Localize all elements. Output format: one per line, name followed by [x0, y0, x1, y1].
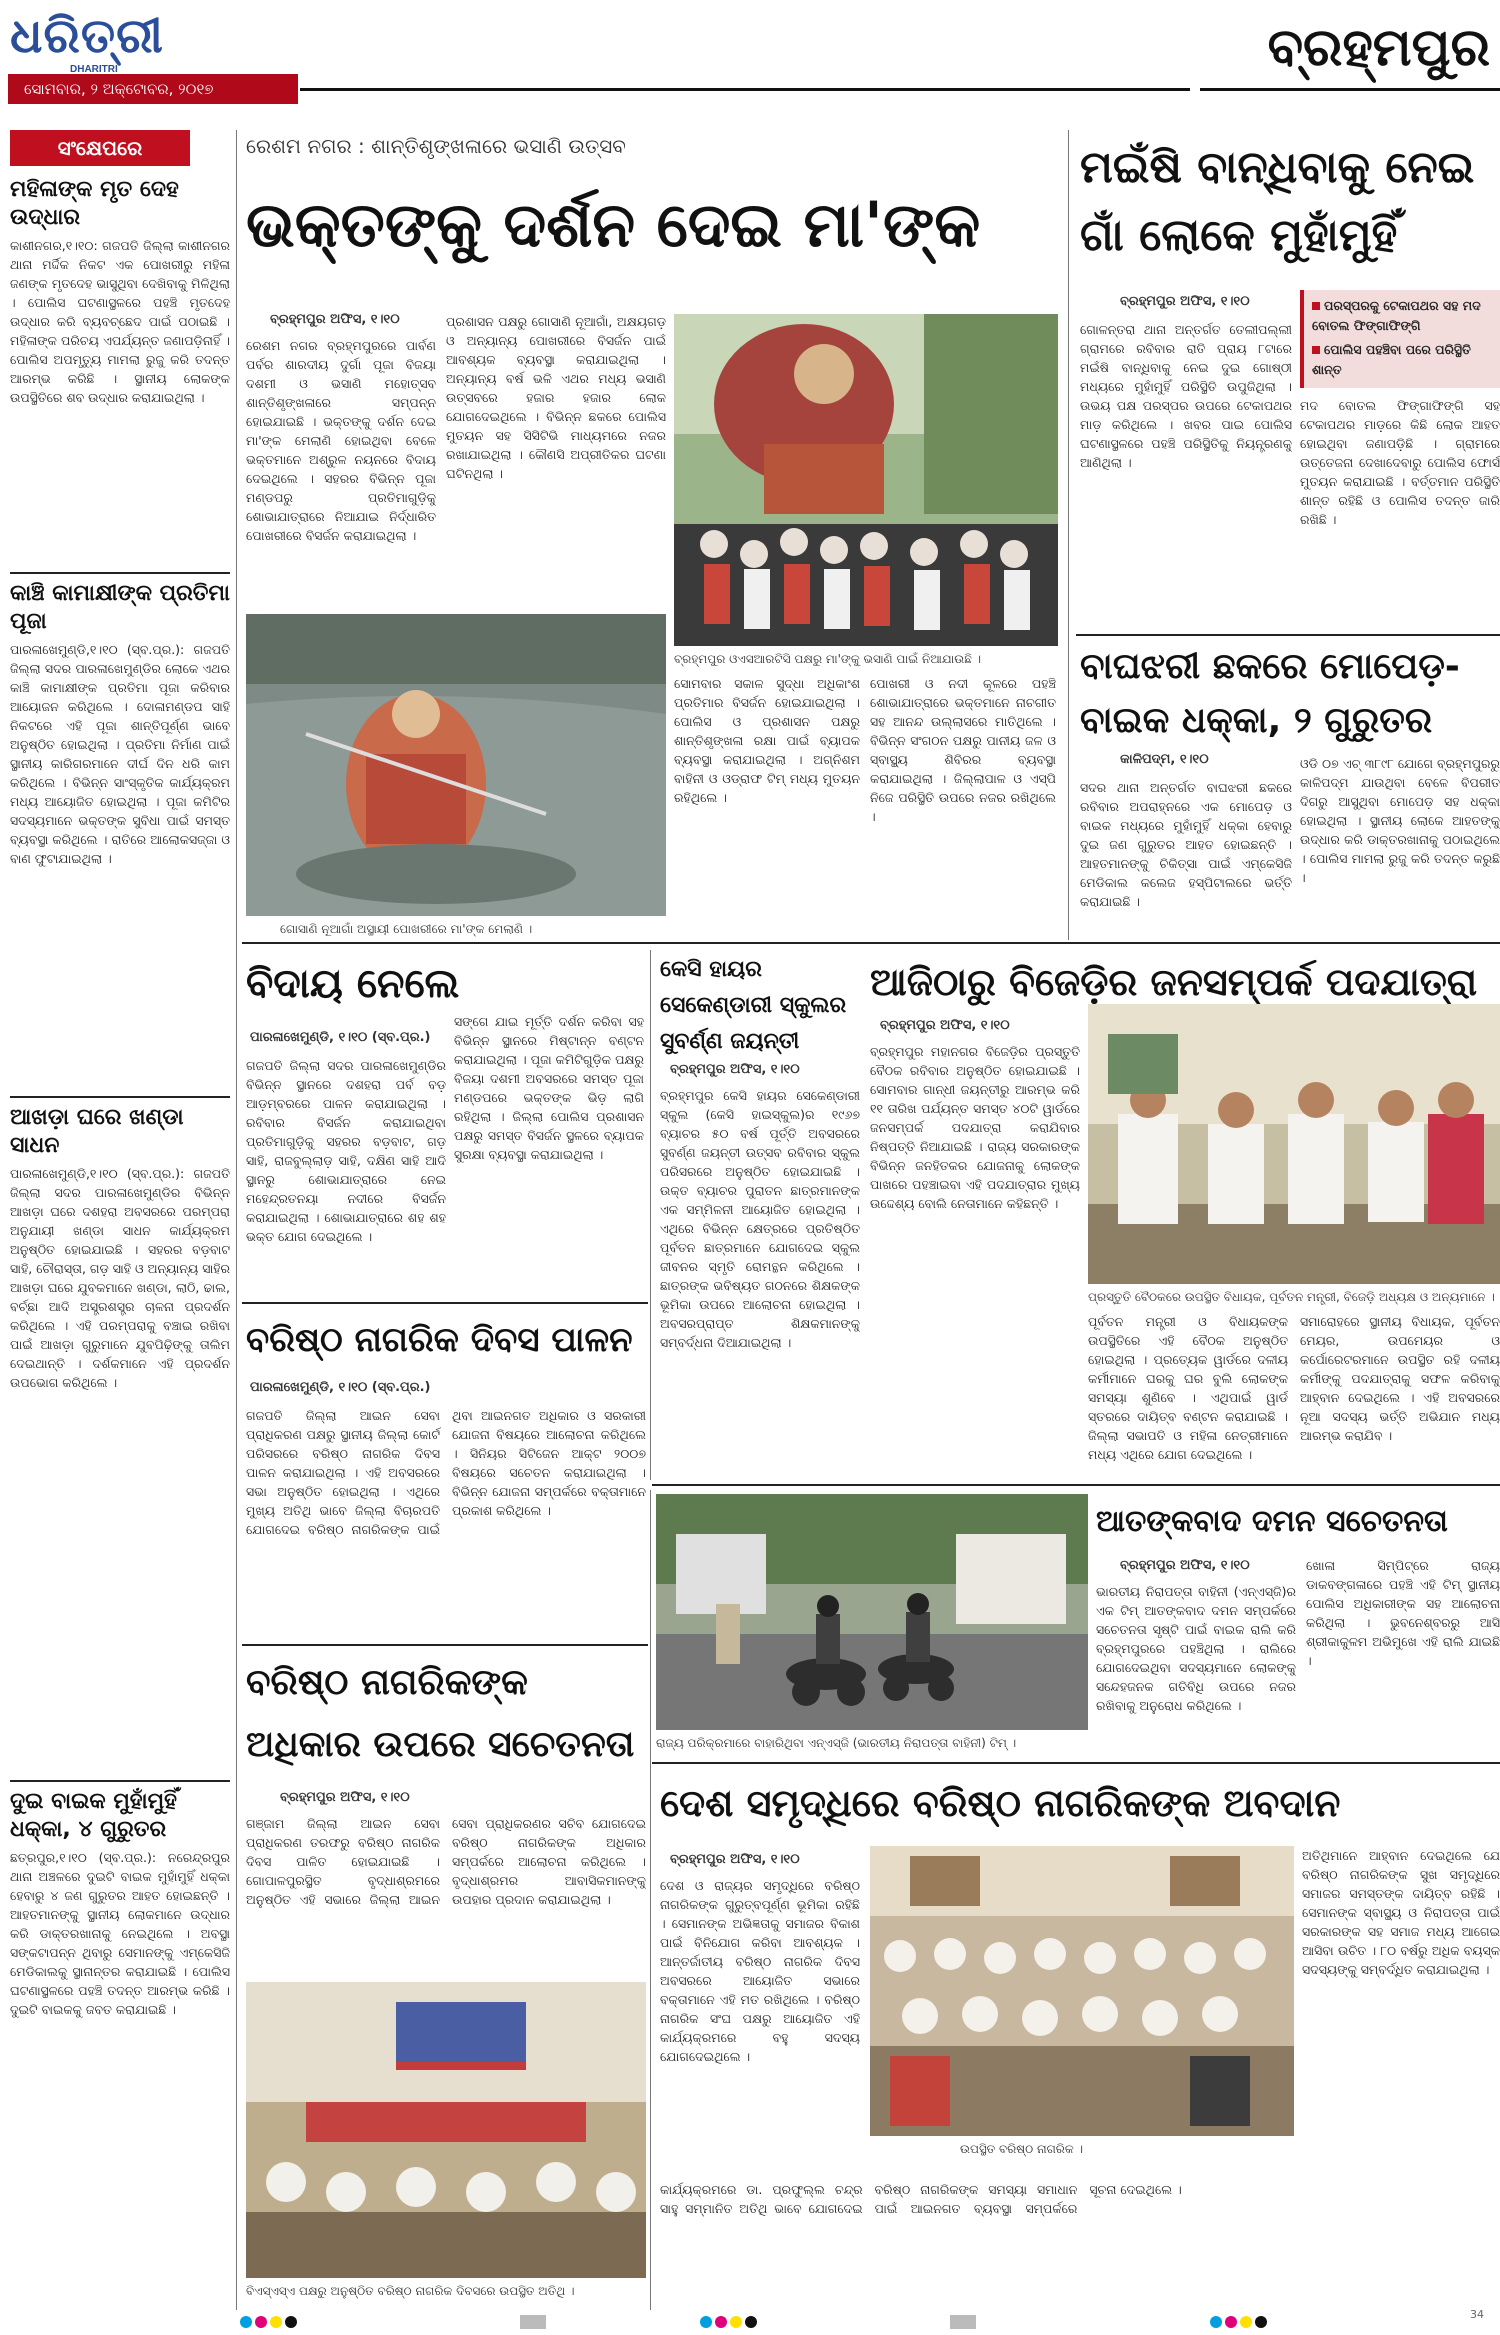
story1-body-a: ରେଶମ ନଗର ବ୍ରହ୍ମପୁରରେ ପାର୍ବଣ ପର୍ବର ଶାରଦୀୟ ଦୁର୍ଗା ପୂଜା ବିଜୟା ଦଶମୀ ଓ ଭସାଣି ମହୋତ୍ସବ ଶାନ୍ତିଶୃଙ୍ଖଳାରେ ସମ୍ପନ୍ନ ହୋଇଯାଇଛି । ଭକ୍ତଙ୍କୁ ଦର୍ଶନ ଦେଇ ମା'ଙ୍କ ମେଲାଣି ହୋଇଥିବା ବେଳେ ଭକ୍ତମାନେ ଅଶ୍ରୁଳ ନୟନରେ ବିଦାୟ ଦେଇଥିଲେ । ସହରର ବିଭିନ୍ନ ପୂଜା ମଣ୍ଡପରୁ ପ୍ରତିମାଗୁଡ଼ିକୁ ଶୋଭାଯାତ୍ରାରେ ନିଆଯାଇ ନିର୍ଦ୍ଧାରିତ ପୋଖରୀରେ ବିସର୍ଜନ କରାଯାଇଥିଲା । — [246, 338, 436, 543]
bullet-icon — [1312, 302, 1320, 310]
story1-photo-pond — [246, 614, 666, 916]
column-rule — [650, 950, 651, 1480]
brief-body-2: ପାରଳାଖେମୁଣ୍ଡି,୧।୧୦ (ସ୍ବ.ପ୍ର.): ଗଜପତି ଜିଲ୍ଲା ସଦର ପାରଳାଖେମୁଣ୍ଡିର ଲୋକେ ଏଥର କାଞ୍ଚି କାମାକ୍ଷୀଙ୍କ ପ୍ରତିମା ପୂଜା କରିବାର ଆୟୋଜନ କରିଥିଲେ । ଦୋଳାମଣ୍ଡପ ସାହି ନିକଟରେ ଏହି ପୂଜା ଶାନ୍ତିପୂର୍ଣ୍ଣ ଭାବେ ଅନୁଷ୍ଠିତ ହୋଇଥିଲା । ପ୍ରତିମା ନିର୍ମାଣ ପାଇଁ ସ୍ଥାନୀୟ କାରିଗରମାନେ ଦୀର୍ଘ ଦିନ ଧରି କାମ କରିଥିଲେ । ବିଭିନ୍ନ ସାଂସ୍କୃତିକ କାର୍ଯ୍ୟକ୍ରମ ମଧ୍ୟ ଆୟୋଜିତ ହୋଇଥିଲା । ପୂଜା କମିଟିର ସଦସ୍ୟମାନେ ଭକ୍ତଙ୍କ ସୁବିଧା ପାଇଁ ସମସ୍ତ ବ୍ୟବସ୍ଥା କରିଥିଲେ । ରାତିରେ ଆଲୋକସଜ୍ଜା ଓ ବାଣ ଫୁଟାଯାଇଥିଲା । — [10, 642, 230, 866]
story9-byline: ବ୍ରହ୍ମପୁର ଅଫିସ, ୧।୧୦ — [280, 1790, 410, 1805]
story10-byline: ବ୍ରହ୍ମପୁର ଅଫିସ, ୧।୧୦ — [670, 1852, 800, 1867]
column-rule — [1068, 130, 1069, 940]
column-rule — [650, 1490, 651, 2310]
registration-square — [950, 2315, 976, 2329]
story5-body: ବ୍ରହ୍ମପୁର କେସି ହାୟର ସେକେଣ୍ଡାରୀ ସ୍କୁଲ (କେସି ହାଇସ୍କୁଲ)ର ୧୯୬୭ ବ୍ୟାଚର ୫୦ ବର୍ଷ ପୂର୍ତ୍ତି ଅବସରରେ ସୁବର୍ଣ୍ଣ ଜୟନ୍ତୀ ଉତ୍ସବ ରବିବାର ସ୍କୁଲ ପରିସରରେ ଅନୁଷ୍ଠିତ ହୋଇଯାଇଛି । ଉକ୍ତ ବ୍ୟାଚର ପୁରାତନ ଛାତ୍ରମାନଙ୍କ ଏକ ସମ୍ମିଳନୀ ଆୟୋଜିତ ହୋଇଥିଲା । ଏଥିରେ ବିଭିନ୍ନ କ୍ଷେତ୍ରରେ ପ୍ରତିଷ୍ଠିତ ପୂର୍ବତନ ଛାତ୍ରମାନେ ଯୋଗଦେଇ ସ୍କୁଲ ଜୀବନର ସ୍ମୃତି ରୋମନ୍ଥନ କରିଥିଲେ । ଛାତ୍ରଙ୍କ ଭବିଷ୍ୟତ ଗଠନରେ ଶିକ୍ଷକଙ୍କ ଭୂମିକା ଉପରେ ଆଲୋଚନା ହୋଇଥିଲା । ଅବସରପ୍ରାପ୍ତ ଶିକ୍ଷକମାନଙ୍କୁ ସମ୍ବର୍ଦ୍ଧନା ଦିଆଯାଇଥିଲା । — [660, 1088, 860, 1350]
story6-headline: ଆଜିଠାରୁ ବିଜେଡ଼ିର ଜନସମ୍ପର୍କ ପଦଯାତ୍ରା — [870, 960, 1478, 1004]
brief-headline-2: କାଞ୍ଚି କାମାକ୍ଷୀଙ୍କ ପ୍ରତିମା ପୂଜା — [10, 581, 230, 634]
registration-marks — [1210, 2313, 1270, 2329]
audience-photo-image — [870, 1846, 1294, 2136]
story4-byline: ପାରଳାଖେମୁଣ୍ଡି, ୧।୧୦ (ସ୍ବ.ପ୍ର.) — [250, 1030, 431, 1045]
section-divider — [242, 942, 1500, 944]
brief-headline-1: ମହିଳାଙ୍କ ମୃତ ଦେହ ଉଦ୍ଧାର — [10, 177, 179, 230]
story5-byline: ବ୍ରହ୍ମପୁର ଅଫିସ, ୧।୧୦ — [670, 1062, 800, 1077]
story10-body-b: ଅତିଥିମାନେ ଆହ୍ବାନ ଦେଇଥିଲେ ଯେ ବରିଷ୍ଠ ନାଗରିକଙ୍କ ସୁଖ ସମୃଦ୍ଧିରେ ସମାଜର ସମସ୍ତଙ୍କ ଦାୟିତ୍ବ ରହିଛି । ସେମାନଙ୍କ ସ୍ବାସ୍ଥ୍ୟ ଓ ନିରାପତ୍ତା ପାଇଁ ସରକାରଙ୍କ ସହ ସମାଜ ମଧ୍ୟ ଆଗେଇ ଆସିବା ଉଚିତ । ୮୦ ବର୍ଷରୁ ଅଧିକ ବୟସ୍କ ସଦସ୍ୟଙ୍କୁ ସମ୍ବର୍ଦ୍ଧିତ କରାଯାଇଥିଲା । — [1302, 1848, 1500, 1977]
story4-body-b: ସଙ୍ଗେ ଯାଇ ମୂର୍ତ୍ତି ଦର୍ଶନ କରିବା ସହ ବିଭିନ୍ନ ସ୍ଥାନରେ ମିଷ୍ଟାନ୍ନ ବଣ୍ଟନ କରାଯାଇଥିଲା । ପୂଜା କମିଟିଗୁଡ଼ିକ ପକ୍ଷରୁ ବିଜୟା ଦଶମୀ ଅବସରରେ ସମସ୍ତ ପୂଜା ମଣ୍ଡପରେ ଭକ୍ତଙ୍କ ଭିଡ଼ ଲାଗି ରହିଥିଲା । ଜିଲ୍ଲା ପୋଲିସ ପ୍ରଶାସନ ପକ୍ଷରୁ ସମସ୍ତ ବିସର୍ଜନ ସ୍ଥଳରେ ବ୍ୟାପକ ସୁରକ୍ଷା ବ୍ୟବସ୍ଥା କରାଯାଇଥିଲା । — [454, 1014, 644, 1162]
highlight-item — [1312, 340, 1492, 380]
magenta-dot — [1225, 2316, 1237, 2328]
highlight-text-2: ପୋଲିସ ପହଞ୍ଚିବା ପରେ ପରିସ୍ଥିତି ଶାନ୍ତ — [1312, 342, 1471, 377]
briefs-header: ସଂକ୍ଷେପରେ — [10, 130, 190, 166]
story4-body-a: ଗଜପତି ଜିଲ୍ଲା ସଦର ପାରଳାଖେମୁଣ୍ଡିର ବିଭିନ୍ନ ସ୍ଥାନରେ ଦଶହରା ପର୍ବ ବଡ଼ ଆଡ଼ମ୍ବରରେ ପାଳନ କରାଯାଇଥିଲା । ରବିବାର ବିସର୍ଜନ କରାଯାଇଥିବା ପ୍ରତିମାଗୁଡ଼ିକୁ ସହରର ବଡ଼ବାଟ, ଗଡ଼ ସାହି, ରାଜବୁଲ୍ଲାଡ଼ ସାହି, ଦକ୍ଷିଣ ସାହି ଆଦି ସ୍ଥାନରୁ ଶୋଭାଯାତ୍ରାରେ ନେଇ ମହେନ୍ଦ୍ରତନୟା ନଦୀରେ ବିସର୍ଜନ କରାଯାଇଥିଲା । ଶୋଭାଯାତ୍ରାରେ ଶହ ଶହ ଭକ୍ତ ଯୋଗ ଦେଇଥିଲେ । — [246, 1058, 446, 1244]
cyan-dot — [1210, 2316, 1222, 2328]
story1-photo-caption: ବ୍ରହ୍ମପୁର ଓଏସଆରଟିସି ପକ୍ଷରୁ ମା'ଙ୍କୁ ଭସାଣି ପାଇଁ ନିଆଯାଉଛି । — [674, 652, 982, 666]
story10-body-a: ଦେଶ ଓ ରାଜ୍ୟର ସମୃଦ୍ଧିରେ ବରିଷ୍ଠ ନାଗରିକଙ୍କ ଗୁରୁତ୍ବପୂର୍ଣ୍ଣ ଭୂମିକା ରହିଛି । ସେମାନଙ୍କ ଅଭିଜ୍ଞତାକୁ ସମାଜର ବିକାଶ ପାଇଁ ବିନିଯୋଗ କରିବା ଆବଶ୍ୟକ । ଆନ୍ତର୍ଜାତୀୟ ବରିଷ୍ଠ ନାଗରିକ ଦିବସ ଅବସରରେ ଆୟୋଜିତ ସଭାରେ ବକ୍ତାମାନେ ଏହି ମତ ରଖିଥିଲେ । ବରିଷ୍ଠ ନାଗରିକ ସଂଘ ପକ୍ଷରୁ ଆୟୋଜିତ ଏହି କାର୍ଯ୍ୟକ୍ରମରେ ବହୁ ସଦସ୍ୟ ଯୋଗଦେଇଥିଲେ । — [660, 1878, 860, 2064]
story7-byline: ପାରଳାଖେମୁଣ୍ଡି, ୧।୧୦ (ସ୍ବ.ପ୍ର.) — [250, 1380, 431, 1395]
registration-square — [520, 2315, 546, 2329]
cyan-dot — [240, 2316, 252, 2328]
story3-body-a: ସଦର ଥାନା ଅନ୍ତର୍ଗତ ବାଘଝରୀ ଛକରେ ରବିବାର ଅପରାହ୍ନରେ ଏକ ମୋପେଡ଼ ଓ ବାଇକ ମଧ୍ୟରେ ମୁହାଁମୁହିଁ ଧକ୍କା ହେବାରୁ ଦୁଇ ଜଣ ଗୁରୁତର ଆହତ ହୋଇଛନ୍ତି । ଆହତମାନଙ୍କୁ ଚିକିତ୍ସା ପାଇଁ ଏମ୍‌କେସିଜି ମେଡିକାଲ କଲେଜ ହସ୍ପିଟାଲରେ ଭର୍ତ୍ତି କରାଯାଇଛି । — [1080, 780, 1292, 909]
story9-photo-hall — [246, 1982, 646, 2278]
story10-photo-caption: ଉପସ୍ଥିତ ବରିଷ୍ଠ ନାଗରିକ । — [960, 2142, 1083, 2156]
story3-body-b: ଓଡି ୦୭ ଏଚ୍ ୩୮୯୮ ଯୋଗେ ବ୍ରହ୍ମପୁରରୁ କାଳିପଦ୍ମ ଯାଉଥିବା ବେଳେ ବିପରୀତ ଦିଗରୁ ଆସୁଥିବା ମୋପେଡ଼ ସହ ଧକ୍କା ହୋଇଥିଲା । ସ୍ଥାନୀୟ ଲୋକେ ଆହତଙ୍କୁ ଉଦ୍ଧାର କରି ଡାକ୍ତରଖାନାକୁ ପଠାଇଥିଲେ । ପୋଲିସ ମାମଲା ରୁଜୁ କରି ତଦନ୍ତ କରୁଛି । — [1300, 756, 1500, 885]
section-divider — [242, 1302, 648, 1304]
highlight-text-1: ପରସ୍ପରକୁ ଟେକାପଥର ସହ ମଦ ବୋତଲ ଫିଙ୍ଗାଫିଙ୍ଗି — [1312, 298, 1481, 333]
date-bar: ସୋମବାର, ୨ ଅକ୍ଟୋବର, ୨୦୧୭ — [8, 74, 298, 104]
logo-text: ଧରିତ୍ରୀ — [10, 8, 164, 64]
story8-headline: ଆତଙ୍କବାଦ ଦମନ ସଚେତନତା — [1096, 1504, 1448, 1539]
story6-body-c: ସମାରୋହରେ ସ୍ଥାନୀୟ ବିଧାୟକ, ପୂର୍ବତନ ମେୟର, ଉପମେୟର ଓ କର୍ପୋରେଟରମାନେ ଉପସ୍ଥିତ ରହି ଦଳୀୟ କର୍ମୀଙ୍କୁ ପଦଯାତ୍ରାକୁ ସଫଳ କରିବାକୁ ଆହ୍ବାନ ଦେଇଥିଲେ । ଏହି ଅବସରରେ ନୂଆ ସଦସ୍ୟ ଭର୍ତ୍ତି ଅଭିଯାନ ମଧ୍ୟ ଆରମ୍ଭ କରାଯିବ । — [1300, 1314, 1500, 1443]
magenta-dot — [255, 2316, 267, 2328]
story8-body-b: ଖୋଳା ସିମ୍ପିଟ୍ରେ ରାଜ୍ୟ ଡାକବଙ୍ଗଳାରେ ପହଞ୍ଚି ଏହି ଟିମ୍ ସ୍ଥାନୀୟ ପୋଲିସ ଅଧିକାରୀଙ୍କ ସହ ଆଲୋଚନା କରିଥିଲା । ଭୁବନେଶ୍ବରରୁ ଆସି ଶ୍ରୀକାକୁଳମ ଅଭିମୁଖେ ଏହି ରାଲି ଯାଇଛି । — [1306, 1558, 1500, 1668]
brief-divider — [10, 1780, 230, 1782]
highlight-item — [1312, 296, 1492, 336]
story1-headline: ଭକ୍ତଙ୍କୁ ଦର୍ଶନ ଦେଇ ମା'ଙ୍କ — [246, 188, 981, 261]
brief-divider — [10, 1096, 230, 1098]
section-divider — [652, 1762, 1500, 1764]
story9-body: ଗଞ୍ଜାମ ଜିଲ୍ଲା ଆଇନ ସେବା ପ୍ରାଧିକରଣ ତରଫରୁ ବରିଷ୍ଠ ନାଗରିକ ଦିବସ ପାଳିତ ହୋଇଯାଇଛି । ଗୋପାଳପୁରସ୍ଥିତ ବୃଦ୍ଧାଶ୍ରମରେ ଅନୁଷ୍ଠିତ ଏହି ସଭାରେ ଜିଲ୍ଲା ଆଇନ ସେବା ପ୍ରାଧିକରଣର ସଚିବ ଯୋଗଦେଇ ବରିଷ୍ଠ ନାଗରିକଙ୍କ ଅଧିକାର ସମ୍ପର୍କରେ ଆଲୋଚନା କରିଥିଲେ । ବୃଦ୍ଧାଶ୍ରମର ଆବାସିକମାନଙ୍କୁ ଉପହାର ପ୍ରଦାନ କରାଯାଇଥିଲା । — [246, 1816, 646, 1907]
briefs-column — [10, 176, 230, 2306]
brief-body-1: କାଶୀନଗର,୧।୧୦: ଗଜପତି ଜିଲ୍ଲା କାଶୀନଗର ଥାନା ମର୍ଦ୍ଦିକ ନିକଟ ଏକ ପୋଖରୀରୁ ମହିଳା ଜଣଙ୍କ ମୃତଦେହ ଭାସୁଥିବା ଦେଖିବାକୁ ମିଳିଥିଲା । ପୋଲିସ ଘଟଣାସ୍ଥଳରେ ପହଞ୍ଚି ମୃତଦେହ ଉଦ୍ଧାର କରି ବ୍ୟବଚ୍ଛେଦ ପାଇଁ ପଠାଇଛି । ମହିଳାଙ୍କ ପରିଚୟ ଏପର୍ଯ୍ୟନ୍ତ ଜଣାପଡ଼ିନାହିଁ । ପୋଲିସ ଅପମୃତ୍ୟୁ ମାମଲା ରୁଜୁ କରି ତଦନ୍ତ ଆରମ୍ଭ କରିଛି । ସ୍ଥାନୀୟ ଲୋକଙ୍କ ଉପସ୍ଥିତିରେ ଶବ ଉଦ୍ଧାର କରାଯାଇଥିଲା । — [10, 238, 230, 405]
registration-marks — [700, 2313, 760, 2329]
story7-body: ଗଜପତି ଜିଲ୍ଲା ଆଇନ ସେବା ପ୍ରାଧିକରଣ ପକ୍ଷରୁ ସ୍ଥାନୀୟ ଜିଲ୍ଲା କୋର୍ଟ ପରିସରରେ ବରିଷ୍ଠ ନାଗରିକ ଦିବସ ପାଳନ କରାଯାଇଥିଲା । ଏହି ଅବସରରେ ସଭା ଅନୁଷ୍ଠିତ ହୋଇଥିଲା । ଏଥିରେ ମୁଖ୍ୟ ଅତିଥି ଭାବେ ଜିଲ୍ଲା ବିଚାରପତି ଯୋଗଦେଇ ବରିଷ୍ଠ ନାଗରିକଙ୍କ ପାଇଁ ଥିବା ଆଇନଗତ ଅଧିକାର ଓ ସରକାରୀ ଯୋଜନା ବିଷୟରେ ଆଲୋଚନା କରିଥିଲେ । ସିନିୟର ସିଟିଜେନ ଆକ୍ଟ ୨୦୦୭ ବିଷୟରେ ସଚେତନ କରାଯାଇଥିଲା । ବିଭିନ୍ନ ଯୋଜନା ସମ୍ପର୍କରେ ବକ୍ତାମାନେ ପ୍ରକାଶ କରିଥିଲେ । — [246, 1408, 646, 1537]
story6-byline: ବ୍ରହ୍ମପୁର ଅଫିସ, ୧।୧୦ — [880, 1018, 1010, 1033]
story2-headline: ମଇଁଷି ବାନ୍ଧିବାକୁ ନେଇ ଗାଁ ଲୋକେ ମୁହାଁମୁହିଁ — [1080, 142, 1475, 261]
story3-headline: ବାଘଝରୀ ଛକରେ ମୋପେଡ଼-ବାଇକ ଧକ୍କା, ୨ ଗୁରୁତର — [1080, 646, 1460, 741]
story6-photo-meeting — [1088, 1004, 1500, 1284]
story1-photo-procession — [674, 314, 1058, 646]
story9-headline: ବରିଷ୍ଠ ନାଗରିକଙ୍କ ଅଧିକାର ଉପରେ ସଚେତନତା — [246, 1662, 635, 1765]
section-divider — [1076, 634, 1500, 636]
story1-pond-caption: ଗୋସାଣି ନୂଆଗାଁ ଅସ୍ଥାୟୀ ପୋଖରୀରେ ମା'ଙ୍କ ମେଲାଣି । — [280, 922, 533, 936]
black-dot — [285, 2316, 297, 2328]
story10-headline: ଦେଶ ସମୃଦ୍ଧିରେ ବରିଷ୍ଠ ନାଗରିକଙ୍କ ଅବଦାନ — [660, 1781, 1341, 1825]
newspaper-logo — [10, 8, 250, 72]
page-name: ବ୍ରହ୍ମପୁର — [1267, 18, 1490, 78]
story10-photo-audience — [870, 1846, 1294, 2136]
story6-body-b: ପୂର୍ବତନ ମନ୍ତ୍ରୀ ଓ ବିଧାୟକଙ୍କ ଉପସ୍ଥିତିରେ ଏହି ବୈଠକ ଅନୁଷ୍ଠିତ ହୋଇଥିଲା । ପ୍ରତ୍ୟେକ ୱାର୍ଡରେ ଦଳୀୟ କର୍ମୀମାନେ ଘରକୁ ଘର ବୁଲି ଲୋକଙ୍କ ସମସ୍ୟା ଶୁଣିବେ । ଏଥିପାଇଁ ୱାର୍ଡ ସ୍ତରରେ ଦାୟିତ୍ବ ବଣ୍ଟନ କରାଯାଇଛି । ଜିଲ୍ଲା ସଭାପତି ଓ ମହିଳା ନେତ୍ରୀମାନେ ମଧ୍ୟ ଏଥିରେ ଯୋଗ ଦେଇଥିଲେ । — [1088, 1314, 1288, 1462]
yellow-dot — [730, 2316, 742, 2328]
story8-photo-rally — [656, 1494, 1088, 1730]
bullet-icon — [1312, 346, 1320, 354]
story6-body-a: ବ୍ରହ୍ମପୁର ମହାନଗର ବିଜେଡ଼ିର ପ୍ରସ୍ତୁତି ବୈଠକ ରବିବାର ଅନୁଷ୍ଠିତ ହୋଇଯାଇଛି । ସୋମବାର ଗାନ୍ଧୀ ଜୟନ୍ତୀରୁ ଆରମ୍ଭ କରି ୧୧ ତାରିଖ ପର୍ଯ୍ୟନ୍ତ ସମସ୍ତ ୪୦ଟି ୱାର୍ଡରେ ଜନସମ୍ପର୍କ ପଦଯାତ୍ରା କରାଯିବାର ନିଷ୍ପତ୍ତି ନିଆଯାଇଛି । ରାଜ୍ୟ ସରକାରଙ୍କ ବିଭିନ୍ନ ଜନହିତକର ଯୋଜନାକୁ ଲୋକଙ୍କ ପାଖରେ ପହଞ୍ଚାଇବା ଏହି ପଦଯାତ୍ରାର ମୁଖ୍ୟ ଉଦ୍ଦେଶ୍ୟ ବୋଲି ନେତାମାନେ କହିଛନ୍ତି । — [870, 1044, 1080, 1211]
column-rule — [236, 130, 237, 2310]
story5-headline: କେସି ହାୟର ସେକେଣ୍ଡାରୀ ସ୍କୁଲର ସୁବର୍ଣ୍ଣ ଜୟନ୍ତୀ — [660, 957, 847, 1054]
story10-body-c: କାର୍ଯ୍ୟକ୍ରମରେ ଡା. ପ୍ରଫୁଲ୍ଲ ଚନ୍ଦ୍ର ସାହୁ ସମ୍ମାନିତ ଅତିଥି ଭାବେ ଯୋଗଦେଇ ବରିଷ୍ଠ ନାଗରିକଙ୍କ ସମସ୍ୟା ସମାଧାନ ପାଇଁ ଆଇନଗତ ବ୍ୟବସ୍ଥା ସମ୍ପର୍କରେ ସୂଚନା ଦେଇଥିଲେ । — [660, 2182, 1182, 2216]
story3-byline: କାଳିପଦ୍ମ, ୧।୧୦ — [1120, 752, 1209, 767]
magenta-dot — [715, 2316, 727, 2328]
registration-marks — [240, 2313, 300, 2329]
page-rule — [1200, 88, 1500, 91]
story6-photo-caption: ପ୍ରସ୍ତୁତି ବୈଠକରେ ଉପସ୍ଥିତ ବିଧାୟକ, ପୂର୍ବତନ ମନ୍ତ୍ରୀ, ବିଜେଡ଼ି ଅଧ୍ୟକ୍ଷ ଓ ଅନ୍ୟମାନେ । — [1088, 1290, 1495, 1304]
procession-photo-image — [674, 314, 1058, 646]
story8-body-a: ଭାରତୀୟ ନିରାପତ୍ତା ବାହିନୀ (ଏନ୍‌ଏସ୍‌ଜି)ର ଏକ ଟିମ୍ ଆତଙ୍କବାଦ ଦମନ ସମ୍ପର୍କରେ ସଚେତନତା ସୃଷ୍ଟି ପାଇଁ ବାଇକ ରାଲି କରି ବ୍ରହ୍ମପୁରରେ ପହଞ୍ଚିଥିଲା । ରାଲିରେ ଯୋଗଦେଇଥିବା ସଦସ୍ୟମାନେ ଲୋକଙ୍କୁ ସନ୍ଦେହଜନକ ଗତିବିଧି ଉପରେ ନଜର ରଖିବାକୁ ଅନୁରୋଧ କରିଥିଲେ । — [1096, 1584, 1296, 1713]
page-number: 34 — [1470, 2308, 1484, 2321]
black-dot — [745, 2316, 757, 2328]
cyan-dot — [700, 2316, 712, 2328]
story2-body-b: ମଦ ବୋତଲ ଫିଙ୍ଗାଫିଙ୍ଗି ସହ ଟେକାପଥର ମାଡ଼ରେ କିଛି ଲୋକ ଆହତ ହୋଇଥିବା ଜଣାପଡ଼ିଛି । ଗ୍ରାମରେ ଉତ୍ତେଜନା ଦେଖାଦେବାରୁ ପୋଲିସ ଫୋର୍ସ ମୁତୟନ କରାଯାଇଛି । ବର୍ତ୍ତମାନ ପରିସ୍ଥିତି ଶାନ୍ତ ରହିଛି ଓ ପୋଲିସ ତଦନ୍ତ ଜାରି ରଖିଛି । — [1300, 398, 1500, 527]
story4-headline: ବିଦାୟ ନେଲେ — [246, 961, 460, 1007]
brief-divider — [10, 572, 230, 574]
top-rule — [300, 88, 1190, 91]
story8-byline: ବ୍ରହ୍ମପୁର ଅଫିସ, ୧।୧୦ — [1120, 1558, 1250, 1573]
section-divider — [242, 1644, 648, 1646]
yellow-dot — [1240, 2316, 1252, 2328]
logo-subtitle: DHARITRI — [70, 64, 118, 72]
meeting-photo-image — [1088, 1004, 1500, 1284]
story1-body-c: ସୋମବାର ସକାଳ ସୁଦ୍ଧା ଅଧିକାଂଶ ପ୍ରତିମାର ବିସର୍ଜନ ହୋଇଯାଇଥିଲା । ପୋଲିସ ଓ ପ୍ରଶାସନ ପକ୍ଷରୁ ଶାନ୍ତିଶୃଙ୍ଖଳା ରକ୍ଷା ପାଇଁ ବ୍ୟାପକ ବ୍ୟବସ୍ଥା କରାଯାଇଥିଲା । ଅଗ୍ନିଶମ ବାହିନୀ ଓ ଓଡ୍ରାଫ ଟିମ୍ ମଧ୍ୟ ମୁତୟନ ରହିଥିଲେ । — [674, 676, 860, 805]
story2-highlight-box — [1300, 290, 1500, 388]
brief-body-3: ପାରଳାଖେମୁଣ୍ଡି,୧।୧୦ (ସ୍ବ.ପ୍ର.): ଗଜପତି ଜିଲ୍ଲା ସଦର ପାରଳାଖେମୁଣ୍ଡିର ବିଭିନ୍ନ ଆଖଡ଼ା ଘରେ ଦଶହରା ଅବସରରେ ପରମ୍ପରା ଅନୁଯାୟୀ ଖଣ୍ଡା ସାଧନ କାର୍ଯ୍ୟକ୍ରମ ଅନୁଷ୍ଠିତ ହୋଇଯାଇଛି । ସହରର ବଡ଼ବାଟ ସାହି, ଚୌରାସ୍ତା, ଗଡ଼ ସାହି ଓ ଅନ୍ୟାନ୍ୟ ସାହିର ଆଖଡ଼ା ଘରେ ଯୁବକମାନେ ଖଣ୍ଡା, ଲାଠି, ଢାଲ, ବର୍ଚ୍ଛା ଆଦି ଅସ୍ତ୍ରଶସ୍ତ୍ର ଚାଳନା ପ୍ରଦର୍ଶନ କରିଥିଲେ । ଏହି ପରମ୍ପରାକୁ ବଞ୍ଚାଇ ରଖିବା ପାଇଁ ଆଖଡ଼ା ଗୁରୁମାନେ ଯୁବପିଢ଼ିଙ୍କୁ ତାଲିମ ଦେଇଥାନ୍ତି । ଦର୍ଶକମାନେ ଏହି ପ୍ରଦର୍ଶନ ଉପଭୋଗ କରିଥିଲେ । — [10, 1166, 230, 1390]
rally-photo-image — [656, 1494, 1088, 1730]
story9-photo-caption: ବିଏସ୍‌ଏସ୍‌ଏ ପକ୍ଷରୁ ଅନୁଷ୍ଠିତ ବରିଷ୍ଠ ନାଗରିକ ଦିବସରେ ଉପସ୍ଥିତ ଅତିଥି । — [246, 2284, 575, 2298]
story2-byline: ବ୍ରହ୍ମପୁର ଅଫିସ, ୧।୧୦ — [1120, 294, 1250, 309]
story2-body-a: ଗୋଳନ୍ତରା ଥାନା ଅନ୍ତର୍ଗତ ତେଲୀପଲ୍ଲୀ ଗ୍ରାମରେ ରବିବାର ରାତି ପ୍ରାୟ ୮ଟାରେ ମଇଁଷି ବାନ୍ଧିବାକୁ ନେଇ ଦୁଇ ଗୋଷ୍ଠୀ ମଧ୍ୟରେ ମୁହାଁମୁହିଁ ପରିସ୍ଥିତି ଉପୁଜିଥିଲା । ଉଭୟ ପକ୍ଷ ପରସ୍ପର ଉପରେ ଟେକାପଥର ମାଡ଼ କରିଥିଲେ । ଖବର ପାଇ ପୋଲିସ ଘଟଣାସ୍ଥଳରେ ପହଞ୍ଚି ପରିସ୍ଥିତିକୁ ନିୟନ୍ତ୍ରଣକୁ ଆଣିଥିଲା । — [1080, 322, 1292, 470]
brief-headline-3: ଆଖଡ଼ା ଘରେ ଖଣ୍ଡା ସାଧନ — [10, 1105, 184, 1158]
yellow-dot — [270, 2316, 282, 2328]
brief-body-4: ଛତ୍ରପୁର,୧।୧୦ (ସ୍ବ.ପ୍ର.): ନରେନ୍ଦ୍ରପୁର ଥାନା ଅଞ୍ଚଳରେ ଦୁଇଟି ବାଇକ ମୁହାଁମୁହିଁ ଧକ୍କା ହେବାରୁ ୪ ଜଣ ଗୁରୁତର ଆହତ ହୋଇଛନ୍ତି । ଆହତମାନଙ୍କୁ ସ୍ଥାନୀୟ ଲୋକମାନେ ଉଦ୍ଧାର କରି ଡାକ୍ତରଖାନାକୁ ନେଇଥିଲେ । ଅବସ୍ଥା ସଙ୍କଟାପନ୍ନ ଥିବାରୁ ସେମାନଙ୍କୁ ଏମ୍‌କେସିଜି ମେଡିକାଲକୁ ସ୍ଥାନାନ୍ତର କରାଯାଇଛି । ପୋଲିସ ଘଟଣାସ୍ଥଳରେ ପହଞ୍ଚି ତଦନ୍ତ ଆରମ୍ଭ କରିଛି । ଦୁଇଟି ବାଇକକୁ ଜବତ କରାଯାଇଛି । — [10, 1850, 230, 2017]
story8-photo-caption: ରାଜ୍ୟ ପରିକ୍ରମାରେ ବାହାରିଥିବା ଏନ୍‌ଏସ୍‌ଜି (ଭାରତୀୟ ନିରାପତ୍ତା ବାହିନୀ) ଟିମ୍ । — [656, 1736, 1017, 1750]
story1-body-d: ପୋଖରୀ ଓ ନଦୀ କୂଳରେ ପହଞ୍ଚି ଶୋଭାଯାତ୍ରାରେ ଭକ୍ତମାନେ ନାଚଗୀତ ସହ ଆନନ୍ଦ ଉଲ୍ଲାସରେ ମାତିଥିଲେ । ବିଭିନ୍ନ ସଂଗଠନ ପକ୍ଷରୁ ପାନୀୟ ଜଳ ଓ ସ୍ବାସ୍ଥ୍ୟ ଶିବିରର ବ୍ୟବସ୍ଥା କରାଯାଇଥିଲା । ଜିଲ୍ଲାପାଳ ଓ ଏସ୍‌ପି ନିଜେ ପରିସ୍ଥିତି ଉପରେ ନଜର ରଖିଥିଲେ । — [870, 676, 1056, 824]
black-dot — [1255, 2316, 1267, 2328]
hall-photo-image — [246, 1982, 646, 2278]
brief-headline-4: ଦୁଇ ବାଇକ ମୁହାଁମୁହିଁ ଧକ୍କା, ୪ ଗୁରୁତର — [10, 1789, 177, 1842]
story7-headline: ବରିଷ୍ଠ ନାଗରିକ ଦିବସ ପାଳନ — [246, 1320, 633, 1360]
story1-kicker: ରେଶମ ନଗର : ଶାନ୍ତିଶୃଙ୍ଖଳାରେ ଭସାଣି ଉତ୍ସବ — [246, 134, 626, 158]
pond-photo-image — [246, 614, 666, 916]
story1-body-b: ପ୍ରଶାସନ ପକ୍ଷରୁ ଗୋସାଣି ନୂଆଗାଁ, ଅକ୍ଷୟଗଡ଼ ଓ ଅନ୍ୟାନ୍ୟ ପୋଖରୀରେ ବିସର୍ଜନ ପାଇଁ ଆବଶ୍ୟକ ବ୍ୟବସ୍ଥା କରାଯାଇଥିଲା । ଅନ୍ୟାନ୍ୟ ବର୍ଷ ଭଳି ଏଥର ମଧ୍ୟ ଭସାଣି ଉତ୍ସବରେ ହଜାର ହଜାର ଲୋକ ଯୋଗଦେଇଥିଲେ । ବିଭିନ୍ନ ଛକରେ ପୋଲିସ ମୁତୟନ ସହ ସିସିଟିଭି ମାଧ୍ୟମରେ ନଜର ରଖାଯାଇଥିଲା । କୌଣସି ଅପ୍ରୀତିକର ଘଟଣା ଘଟିନଥିଲା । — [446, 314, 666, 481]
section-divider — [652, 1484, 1500, 1486]
story1-byline: ବ୍ରହ୍ମପୁର ଅଫିସ, ୧।୧୦ — [270, 312, 400, 327]
